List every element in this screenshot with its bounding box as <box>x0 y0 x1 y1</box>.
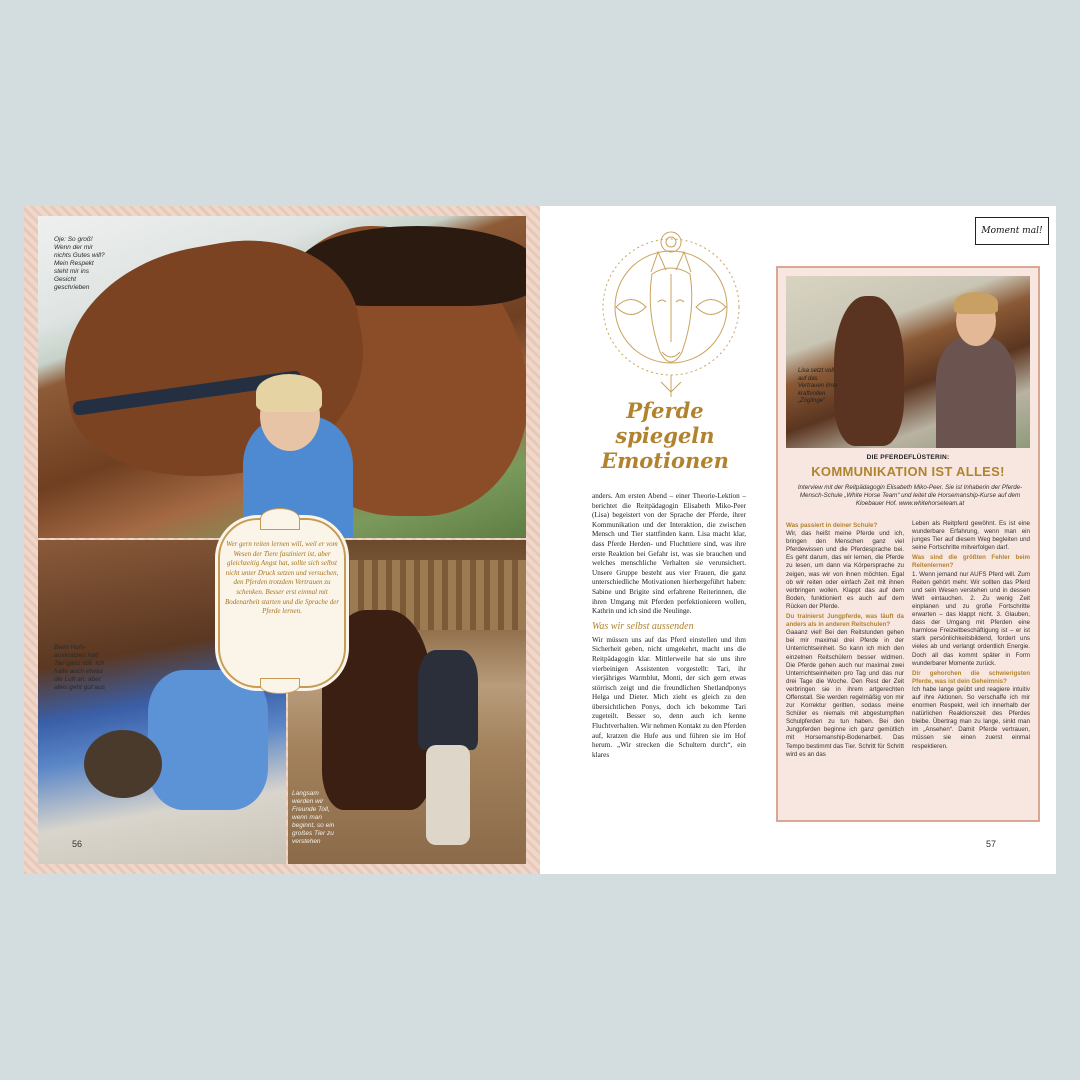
caption-top: Oje: So groß! Wenn der mir nichts Gutes will? Mein Respekt steht mir ins Gesicht geschrieben <box>54 236 105 291</box>
question-3: Was sind die größten Fehler beim Reitenlernen? <box>912 554 1030 570</box>
pull-quote: Wer gern reiten lernen will, weil er vom Wesen der Tiere fasziniert ist, aber gleichzeitig Angst hat, sollte sich selbst nicht unter Druck setzen und versuchen, den Pferden trotzdem Vertrauen zu schenken. Besser erst einmal mit Bodenarbeit starten und die Sprache der Pferde lernen. <box>224 540 340 616</box>
section-tag: Moment mal! <box>975 217 1049 245</box>
hoof-shape <box>84 730 162 798</box>
box-title: KOMMUNIKATION IST ALLES! <box>811 464 1005 479</box>
answer-3: 1. Wenn jemand nur AUFS Pferd will. Zum Reiten gehört mehr. Wir sollten das Pferd und sein Wesen verstehen und in dessen Welt eintauchen. 2. Zu wenig Zeit einplanen und zu große Fortschritte erwarten – das klappt nicht. 3. Glauben, dass der Umgang mit Pferden eine harmlose Freizeitbeschäftigung ist – er ist stark persönlichkeitsbildend, fordert uns vieles ab und verlangt ordentlich Energie. Doch all das kommt später in Form wunderbarer Momente zurück. <box>912 570 1030 667</box>
interview-column-1 <box>786 520 904 759</box>
body-paragraph-2: Wir müssen uns auf das Pferd einstellen und ihm Sicherheit geben, nicht umgekehrt, macht uns die Reitpädagogin klar. Mittlerweile hat sie uns ihre vierbeinigen Assistenten vorgestellt: Tari, ihr vierjähriges Warmblut, Monti, der sich gern etwas störrisch zeigt und die freundlichen Shetlandponys Helga und Dieter. Mich zieht es gleich zu den übersichtlichen Ponys, doch ich bekomme Tari zugeteilt. Besser so, denn auch ich kenne Fluchtverhalten. Wir nehmen Kontakt zu den Pferden auf, kratzen die Hufe aus und führen sie im Hof herum. „Wir strecken die Schultern durch“, ein klares <box>592 635 746 759</box>
caption-bottom-right: Langsam werden wir Freunde Toll, wenn man beginnt, so ein großes Tier zu verstehen <box>292 790 335 845</box>
ornament-bottom <box>260 678 300 694</box>
horse-shape <box>834 296 904 446</box>
right-page <box>540 206 1056 874</box>
box-kicker: DIE PFERDEFLÜSTERIN: <box>866 454 950 461</box>
box-intro: Interview mit der Reitpädagogin Elisabeth Miko-Peer. Sie ist Inhaberin der Pferde-Mensch-Schule „White Horse Team“ und leitet die Horsemanship-Kurse auf dem Kloebauer Hof. www.whitehorseteam.at <box>797 484 1023 508</box>
page-number-right <box>986 839 996 849</box>
answer-2: Gaaanz viel! Bei den Reitstunden gehen bei mir maximal drei Pferde in der Unterrichtseinheit. So kann ich mich den einzelnen Reitschülern besser widmen. Die Pferde gehen auch nur maximal zwei Unterrichtseinheiten pro Tag und das nur drei Tage die Woche. Den Rest der Zeit verbringen sie in ihrem artgerechten Offenstall. Sie werden regelmäßig von mir zur Korrektur geritten, sodass meine Schüler es niemals mit abgestumpften Schulpferden zu tun haben. Bei den Jungpferden beginne ich ganz gemütlich mit Horsemanship-Bodenarbeit. Das Tempo bestimmt das Tier. Schritt für Schritt wird es an das <box>786 629 904 758</box>
headline-line-1: Pferde <box>626 398 704 423</box>
body-paragraph-1: anders. Am ersten Abend – einer Theorie-Lektion – berichtet die Reitpädagogin Elisabeth Miko-Peer (Lisa) begeistert von der Sprache der Pferde, ihrer Kommunikation und der Interaktion, die zwischen Mensch und Tier stattfinden kann. Lisa macht klar, dass Pferde Herden- und Fluchttiere sind, was ihre erste Reaktion bei Gefahr ist, was sie brauchen und welches menschliche Verhalten sie verunsichert. Unsere Gruppe besteht aus vier Frauen, die ganz unterschiedliche Motivationen hierhergeführt haben: Sabine und Brigite sind erfahrene Reiterinnen, die ihren Umgang mit Pferden perfektionieren wollen, Kathrin und ich sind die Neulinge. <box>592 492 746 616</box>
magazine-spread <box>24 206 1056 874</box>
headline-line-3: Emotionen <box>601 448 729 473</box>
page-number-left: 56 <box>72 839 83 849</box>
woman-legs-shape <box>426 745 470 845</box>
answer-4: Ich habe lange geübt und reagiere intuitiv auf ihre Aktionen. So verschaffe ich mir enormen Respekt, weil ich innerhalb der natürlichen Reaktionszeit des Pferdes bleibe. Übertrag man zu lange, sinkt man im „Ansehen“. Damit Pferde vertrauen, müssen sie einen zuerst einmal respektieren. <box>912 685 1030 750</box>
page-number-right-text: 57 <box>986 839 997 849</box>
caption-bottom-left: Beim Hufe-auskratzen hält Tari ganz still. Ich halte auch etwas die Luft an, aber alles geht gut aus <box>54 644 105 691</box>
interview-box <box>776 266 1040 822</box>
blue-sleeve-shape <box>148 670 268 810</box>
woman-vest-shape <box>418 650 478 750</box>
article-headline <box>580 398 750 473</box>
answer-1: Wir, das heißt meine Pferde und ich, bringen den Menschen ganz viel Pferdewissen und die Pferdesprache bei. Es geht darum, das wir lernen, die Pferde zu lesen, um dann via Körpersprache zu zeigen, was wir von ihnen möchten. Egal ob wir reiten oder einfach Zeit mit ihnen verbringen wollen. Klappt das auf dem Boden, funktioniert es auch auf dem Rücken der Pferde. <box>786 530 904 610</box>
woman-hair-shape <box>256 374 322 412</box>
question-4: Dir gehorchen die schwierigsten Pferde, was ist dein Geheimnis? <box>912 669 1030 685</box>
answer-2-continued: Leben als Reitpferd gewöhnt. Es ist eine wunderbare Erfahrung, wenn man ein junges Tier auf diesem Weg begleiten und seine Fortschritte mitverfolgen darf. <box>912 520 1030 552</box>
photo-horse-and-woman <box>38 216 526 538</box>
lisa-hair-shape <box>954 292 998 314</box>
left-page <box>24 206 540 874</box>
question-1: Was passiert in deiner Schule? <box>786 522 878 529</box>
article-body <box>592 492 746 760</box>
question-2: Du trainierst Jungpferde, was läuft da anders als in anderen Reitschulen? <box>786 613 904 629</box>
interview-column-2 <box>912 520 1030 751</box>
headline-line-2: spiegeln <box>615 423 715 448</box>
photo-lisa-with-horse <box>786 276 1030 448</box>
box-photo-caption: Lisa setzt voll auf das Vertrauen ihrer kraftvollen „Zöglinge“ <box>798 368 838 405</box>
ornament-top <box>260 508 300 530</box>
horse-mandala-icon <box>596 212 746 402</box>
subhead: Was wir selbst aussenden <box>592 620 694 632</box>
lisa-body-shape <box>936 336 1016 448</box>
